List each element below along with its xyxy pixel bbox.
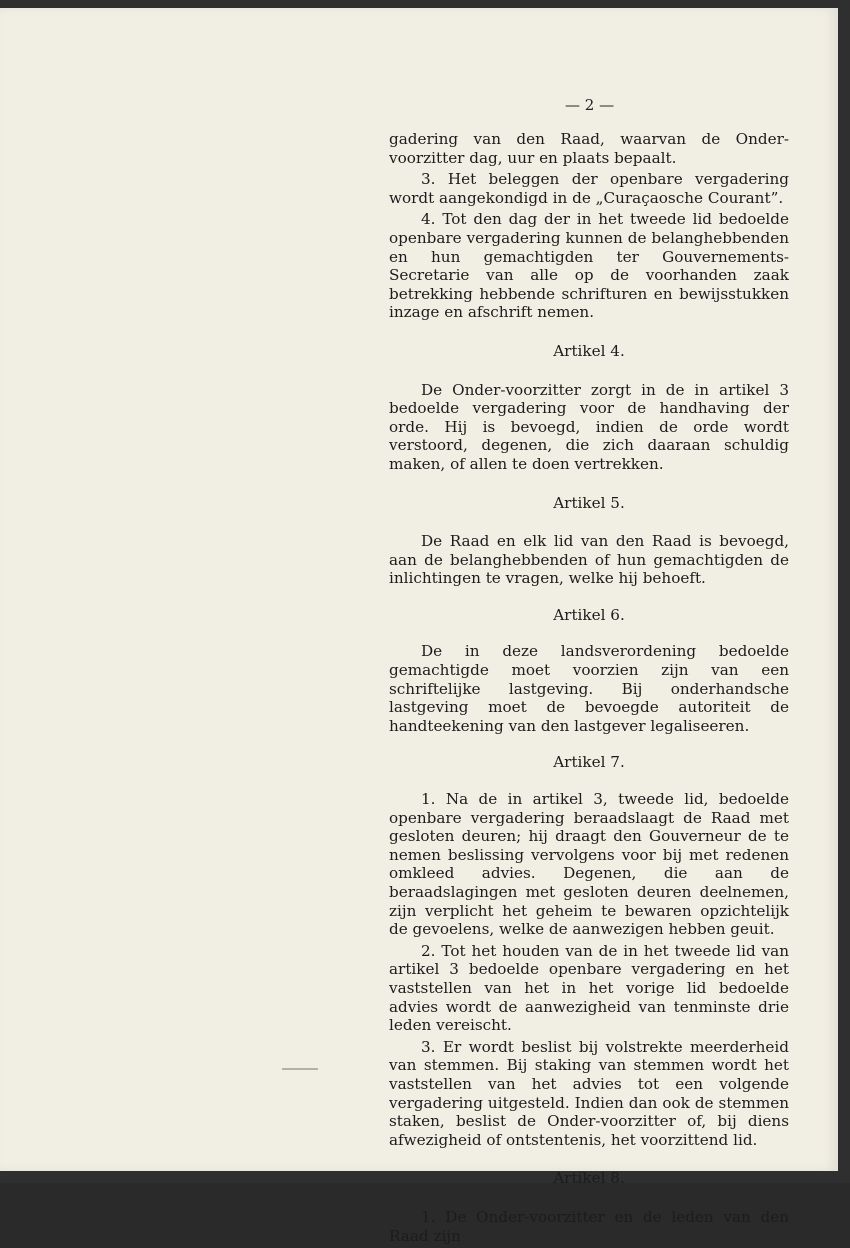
page-number: — 2 — <box>565 96 615 114</box>
article-6-text: De in deze landsverordening bedoelde gemachtigde moet voorzien zijn van een schriftelijke lastgeving. Bij onderhandsche lastgeving moet de bevoegde autoriteit de handteekening van den lastgever legaliseeren. <box>389 642 789 735</box>
article-5-heading: Artikel 5. <box>553 493 625 512</box>
paragraph-art3-lid3: 3. Het beleggen der openbare vergadering wordt aangekondigd in de „Curaçaosche Courant”. <box>389 170 789 207</box>
document-body <box>389 130 789 1248</box>
article-7-lid-1: 1. Na de in artikel 3, tweede lid, bedoelde openbare vergadering beraadslaagt de Raad met gesloten deuren; hij draagt den Gouverneur de te nemen beslissing vervolgens voor bij met redenen omkleed advies. Degenen, die aan de beraadslagingen met gesloten deuren deelnemen, zijn verplicht het geheim te bewaren opzichtelijk de gevoelens, welke de aanwezigen hebben geuit. <box>389 790 789 939</box>
paragraph-continuation: gadering van den Raad, waarvan de Onder-voorzitter dag, uur en plaats bepaalt. <box>389 130 789 167</box>
article-8-heading: Artikel 8. <box>553 1169 625 1188</box>
paragraph-art3-lid4: 4. Tot den dag der in het tweede lid bedoelde openbare vergadering kunnen de belanghebbenden en hun gemachtigden ter Gouvernements-Secretarie van alle op de voorhanden zaak betrekking hebbende schrifturen en bewijsstukken inzage en afschrift nemen. <box>389 210 789 322</box>
ink-smudge <box>282 1068 318 1070</box>
article-4-heading: Artikel 4. <box>553 341 625 360</box>
article-8-lid-1: 1. De Onder-voorzitter en de leden van den Raad zijn <box>389 1207 789 1245</box>
article-7-heading: Artikel 7. <box>553 753 625 772</box>
article-5-text: De Raad en elk lid van den Raad is bevoegd, aan de belanghebbenden of hun gemachtigden de inlichtingen te vragen, welke hij behoeft. <box>389 532 789 588</box>
article-7-lid-3: 3. Er wordt beslist bij volstrekte meerderheid van stemmen. Bij staking van stemmen wordt het vaststellen van het advies tot een volgende vergadering uitgesteld. Indien dan ook de stemmen staken, beslist de Onder-voorzitter of, bij diens afwezigheid of ontstentenis, het voorzittend lid. <box>389 1037 789 1149</box>
article-6-heading: Artikel 6. <box>553 605 625 624</box>
article-4-text: De Onder-voorzitter zorgt in de in artikel 3 bedoelde vergadering voor de handhaving der orde. Hij is bevoegd, indien de orde wordt verstoord, degenen, die zich daaraan schuldig maken, of allen te doen vertrekken. <box>389 380 789 473</box>
article-7-lid-2: 2. Tot het houden van de in het tweede lid van artikel 3 bedoelde openbare vergadering en het vaststellen van het in het vorige lid bedoelde advies wordt de aanwezigheid van tenminste drie leden vereischt. <box>389 941 789 1035</box>
